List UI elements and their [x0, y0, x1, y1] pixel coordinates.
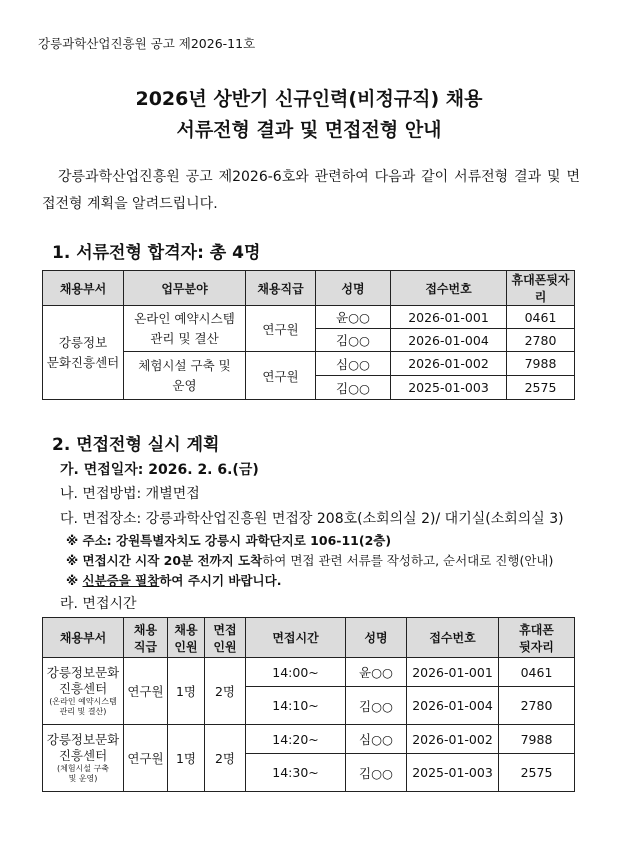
receipt-cell: 2026-01-001 — [391, 306, 507, 329]
col-header: 성명 — [316, 271, 391, 306]
col-header: 휴대폰뒷자리 — [507, 271, 575, 306]
phone-cell: 2575 — [507, 376, 575, 400]
receipt-cell: 2025-01-003 — [407, 754, 499, 792]
name-cell: 윤○○ — [346, 658, 407, 687]
interview-schedule-table — [42, 617, 575, 792]
table-header-row — [43, 618, 575, 658]
phone-cell: 7988 — [507, 352, 575, 376]
phone-cell: 2780 — [499, 687, 575, 725]
name-cell: 김○○ — [346, 687, 407, 725]
col-header: 접수번호 — [391, 271, 507, 306]
interview-time-label: 라. 면접시간 — [60, 596, 137, 612]
table-row — [43, 306, 575, 329]
notice-number: 강릉과학산업진흥원 공고 제2026-11호 — [38, 36, 256, 51]
field-cell: 체험시설 구축 및 운영 — [124, 352, 246, 400]
department-field: (체험시설 구축 및 운영) — [56, 764, 110, 783]
id-note-mark: ※ — [66, 573, 83, 588]
intro-paragraph: 강릉과학산업진흥원 공고 제2026-6호와 관련하여 다음과 같이 서류전형 결과 및 면접전형 계획을 알려드립니다. — [42, 169, 580, 212]
id-note-rest: 하여 주시기 바랍니다. — [159, 573, 282, 588]
department-name: 강릉정보문화 진흥센터 — [46, 732, 120, 763]
table-row — [43, 658, 575, 687]
name-cell: 김○○ — [346, 754, 407, 792]
phone-cell: 0461 — [507, 306, 575, 329]
interview-count-cell: 2명 — [205, 725, 246, 792]
col-header: 접수번호 — [407, 618, 499, 658]
receipt-cell: 2026-01-004 — [391, 329, 507, 352]
col-header: 면접시간 — [246, 618, 346, 658]
name-cell: 윤○○ — [316, 306, 391, 329]
page-subtitle: 서류전형 결과 및 면접전형 안내 — [176, 119, 442, 141]
rank-cell: 연구원 — [124, 725, 168, 792]
name-cell: 심○○ — [346, 725, 407, 754]
time-cell: 14:20~ — [246, 725, 346, 754]
section2-heading: 2. 면접전형 실시 계획 — [52, 435, 220, 455]
id-note-underlined: 신분증을 필참 — [82, 573, 160, 588]
name-cell: 김○○ — [316, 329, 391, 352]
hire-count-cell: 1명 — [168, 725, 205, 792]
phone-cell: 2780 — [507, 329, 575, 352]
interview-date: 가. 면접일자: 2026. 2. 6.(금) — [60, 462, 259, 478]
col-header: 채용부서 — [43, 618, 124, 658]
department-cell — [43, 725, 124, 792]
col-header: 휴대폰 뒷자리 — [499, 618, 575, 658]
interview-count-cell: 2명 — [205, 658, 246, 725]
receipt-cell: 2026-01-002 — [407, 725, 499, 754]
address-note: ※ 주소: 강원특별자치도 강릉시 과학단지로 106-11(2층) — [66, 533, 392, 548]
col-header: 채용 직급 — [124, 618, 168, 658]
time-cell: 14:00~ — [246, 658, 346, 687]
time-cell: 14:30~ — [246, 754, 346, 792]
rank-cell: 연구원 — [124, 658, 168, 725]
receipt-cell: 2026-01-004 — [407, 687, 499, 725]
section1-heading: 1. 서류전형 합격자: 총 4명 — [52, 243, 261, 263]
phone-cell: 2575 — [499, 754, 575, 792]
col-header: 성명 — [346, 618, 407, 658]
time-cell: 14:10~ — [246, 687, 346, 725]
hire-count-cell: 1명 — [168, 658, 205, 725]
phone-cell: 7988 — [499, 725, 575, 754]
arrival-note-bold: ※ 면접시간 시작 20분 전까지 도착 — [66, 553, 263, 568]
col-header: 채용 인원 — [168, 618, 205, 658]
page-title: 2026년 상반기 신규인력(비정규직) 채용 — [135, 88, 483, 110]
receipt-cell: 2026-01-001 — [407, 658, 499, 687]
col-header: 업무분야 — [124, 271, 246, 306]
arrival-note — [66, 551, 553, 569]
interview-method: 나. 면접방법: 개별면접 — [60, 486, 200, 502]
document-results-table — [42, 270, 575, 400]
col-header: 채용직급 — [246, 271, 316, 306]
interview-location: 다. 면접장소: 강릉과학산업진흥원 면접장 208호(소회의실 2)/ 대기실(소회의실 3) — [60, 511, 564, 527]
rank-cell: 연구원 — [246, 352, 316, 400]
name-cell: 김○○ — [316, 376, 391, 400]
department-cell — [43, 658, 124, 725]
department-field: (온라인 예약시스템 관리 및 결산) — [49, 697, 117, 716]
phone-cell: 0461 — [499, 658, 575, 687]
col-header: 면접 인원 — [205, 618, 246, 658]
id-note — [66, 571, 281, 589]
receipt-cell: 2025-01-003 — [391, 376, 507, 400]
arrival-note-rest: 하여 면접 관련 서류를 작성하고, 순서대로 진행(안내) — [262, 553, 554, 568]
field-cell: 온라인 예약시스템 관리 및 결산 — [124, 306, 246, 352]
receipt-cell: 2026-01-002 — [391, 352, 507, 376]
department-cell: 강릉정보 문화진흥센터 — [43, 306, 124, 400]
table-header-row — [43, 271, 575, 306]
name-cell: 심○○ — [316, 352, 391, 376]
col-header: 채용부서 — [43, 271, 124, 306]
rank-cell: 연구원 — [246, 306, 316, 352]
table-row — [43, 725, 575, 754]
department-name: 강릉정보문화 진흥센터 — [46, 665, 120, 696]
